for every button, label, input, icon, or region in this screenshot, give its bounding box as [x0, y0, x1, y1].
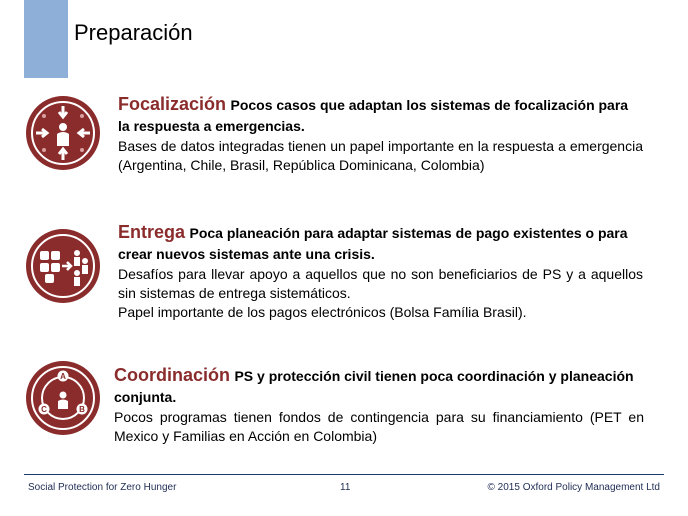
section-focalizacion — [118, 94, 643, 175]
section-body: Papel importante de los pagos electrónicos (Bolsa Família Brasil). — [118, 304, 527, 320]
footer-copyright: © 2015 Oxford Policy Management Ltd — [487, 482, 660, 493]
section-lead: Poca planeación para adaptar sistemas de pago existentes o para crear nuevos sistemas ante una crisis. — [118, 225, 628, 262]
icon-letter: A — [60, 372, 66, 381]
section-body: Desafíos para llevar apoyo a aquellos que no son beneficiarios de PS y a aquellos sin sistemas de entrega sistemáticos. — [118, 266, 643, 301]
coordination-icon — [24, 359, 102, 437]
section-entrega — [118, 222, 643, 322]
icon-letter: C — [41, 405, 47, 414]
section-body: Bases de datos integradas tienen un papel importante en la respuesta a emergencia (Argentina, Chile, Brasil, República Dominicana, Colombia) — [118, 138, 643, 173]
delivery-icon — [24, 227, 102, 305]
icon-letter: B — [79, 405, 85, 414]
section-coordinacion — [114, 365, 644, 446]
title-accent-bar — [24, 0, 68, 78]
section-lead: Pocos casos que adaptan los sistemas de focalización para la respuesta a emergencias. — [118, 97, 629, 134]
section-lead: PS y protección civil tienen poca coordinación y planeación conjunta. — [114, 368, 634, 405]
section-body: Pocos programas tienen fondos de contingencia para su financiamiento (PET en Mexico y Familias en Acción en Colombia) — [114, 409, 644, 444]
section-heading: Focalización — [118, 94, 227, 114]
section-heading: Entrega — [118, 222, 186, 242]
targeting-icon — [24, 94, 102, 172]
footer-divider — [24, 474, 664, 475]
footer-left-text: Social Protection for Zero Hunger — [28, 482, 177, 493]
slide-title: Preparación — [74, 20, 193, 45]
page-number: 11 — [340, 482, 351, 493]
section-heading: Coordinación — [114, 365, 230, 385]
